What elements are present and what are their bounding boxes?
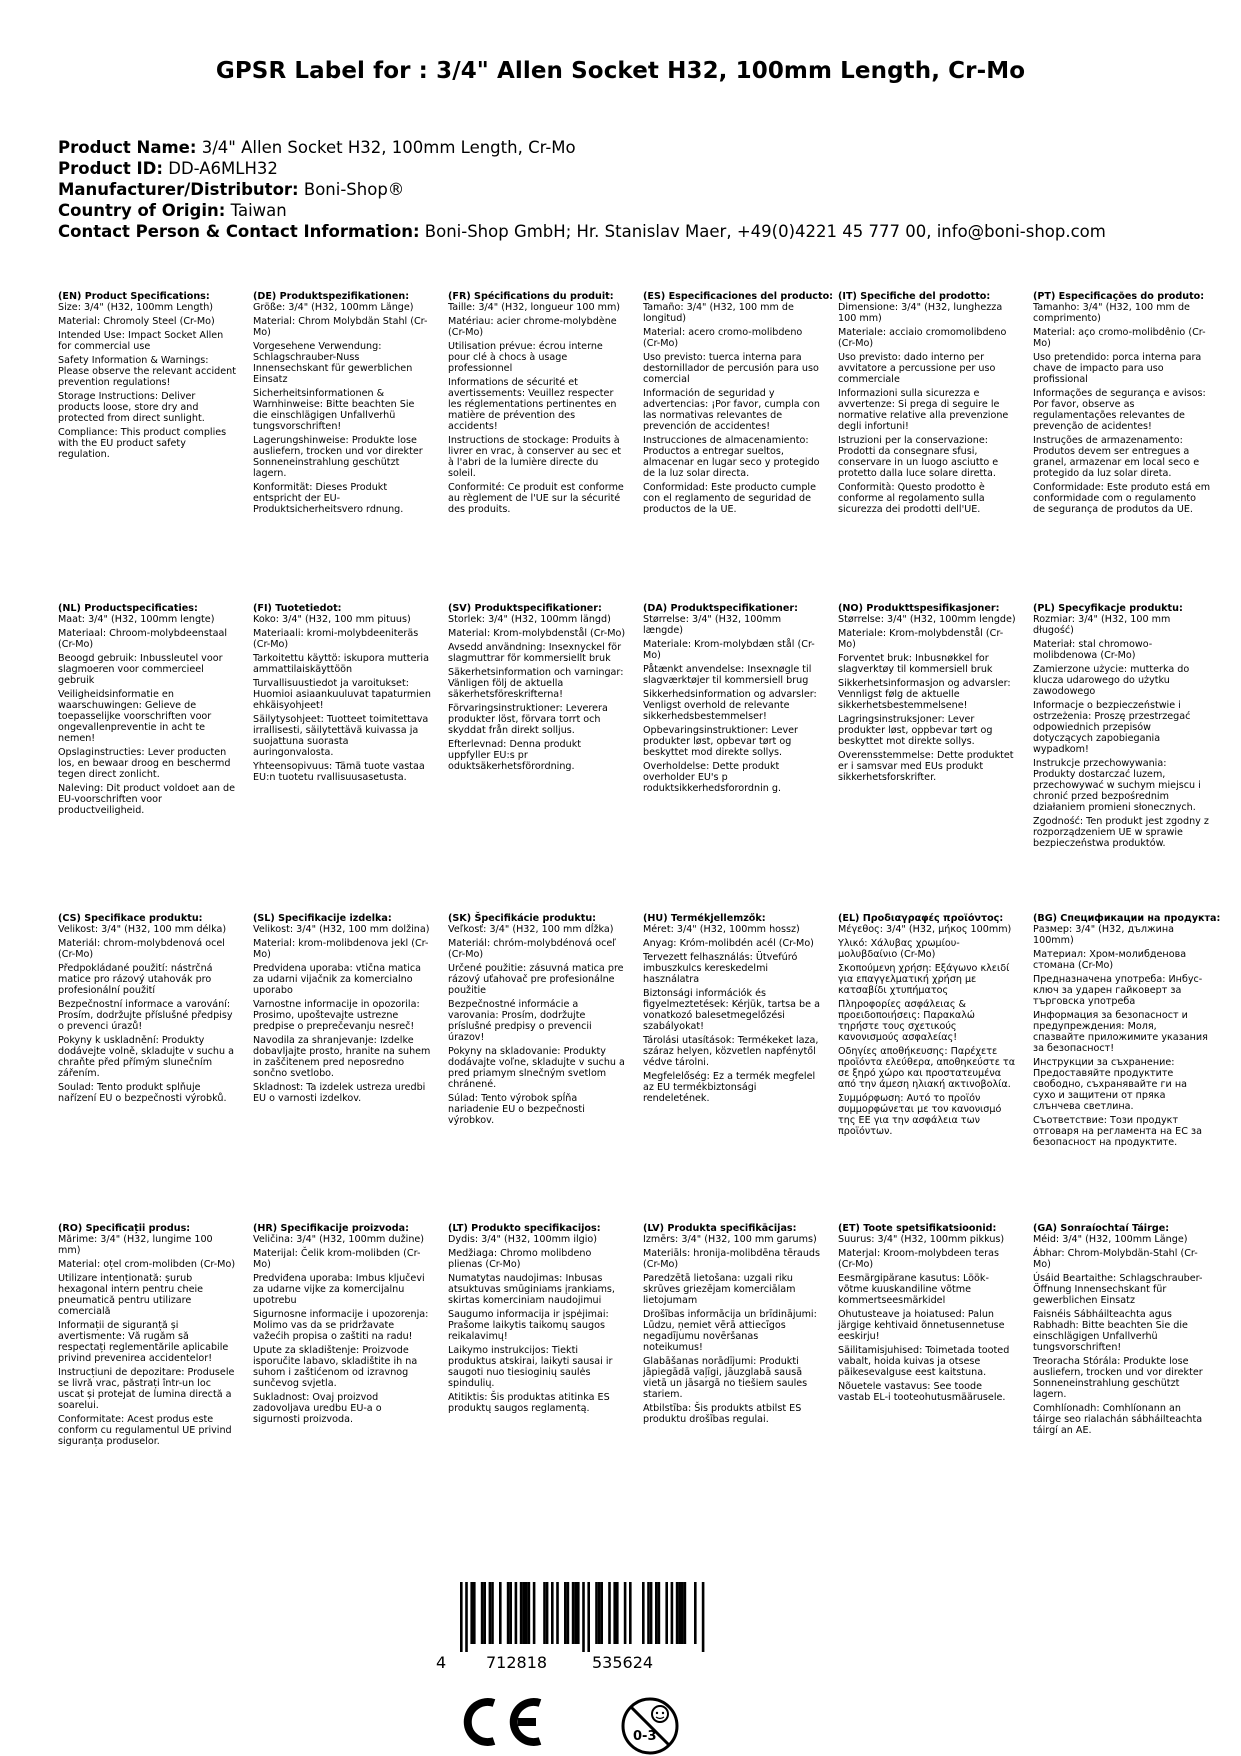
spec-line: Förvaringsinstruktioner: Leverera produkter löst, förvara torrt och skyddat från direkt solljus. bbox=[448, 703, 611, 736]
spec-line: Paredzētā lietošana: uzgali riku skrūves griezējam komerciālam lietojumam bbox=[643, 1273, 799, 1306]
spec-line: Atbilstība: Šis produkts atbilst ES produktu drošības regulai. bbox=[643, 1403, 805, 1425]
spec-section bbox=[448, 913, 626, 1129]
spec-line: Sicherheitsinformationen & Warnhinweise: Bitte beachten Sie die einschlägigen Unfallverhü tungsvorschriften! bbox=[253, 388, 418, 432]
spec-line: Størrelse: 3/4" (H32, 100mm længde) bbox=[643, 614, 785, 636]
spec-line: Veiligheidsinformatie en waarschuwingen: Gelieve de toepasselijke voorschriften voor ongevallenpreventie in acht te nemen! bbox=[58, 689, 215, 744]
spec-section bbox=[838, 913, 1019, 1140]
barcode-digits-right: 535624 bbox=[592, 1653, 654, 1672]
spec-line: Säilitamisjuhised: Toimetada tooted vabalt, hoida kuivas ja otsese päikesevalguse eest kaitstuna. bbox=[838, 1345, 1013, 1378]
spec-line: Πληροφορίες ασφάλειας & προειδοποιήσεις: Παρακαλώ τηρήστε τους σχετικούς κανονισμούς ασφαλείας! bbox=[838, 999, 979, 1043]
header-label: Contact Person & Contact Information: bbox=[58, 222, 420, 241]
spec-line: Predvidena uporaba: vtična matica za udarni vijačnik za komercialno uporabo bbox=[253, 963, 425, 996]
spec-heading: (EN) Product Specifications: bbox=[58, 291, 210, 302]
spec-line: Súlad: Tento výrobok spĺňa nariadenie EU o bezpečnosti výrobkov. bbox=[448, 1093, 588, 1126]
spec-line: Naleving: Dit product voldoet aan de EU-voorschriften voor productveiligheid. bbox=[58, 783, 239, 816]
header-label: Product ID: bbox=[58, 159, 163, 178]
spec-heading: (ES) Especificaciones del producto: bbox=[643, 291, 834, 302]
barcode-digit-left: 4 bbox=[436, 1653, 447, 1672]
header-row bbox=[58, 200, 1106, 221]
spec-line: Συμμόρφωση: Αυτό το προϊόν συμμορφώνεται με τον κανονισμό της ΕΕ για την ασφάλεια των προϊόντων. bbox=[838, 1093, 1005, 1137]
spec-line: Zamierzone użycie: mutterka do klucza udarowego do użytku zawodowego bbox=[1033, 664, 1193, 697]
spec-line: Dydis: 3/4" (H32, 100mm ilgio) bbox=[448, 1234, 598, 1245]
spec-heading: (IT) Specifiche del prodotto: bbox=[838, 291, 991, 302]
spec-heading: (FI) Tuotetiedot: bbox=[253, 603, 342, 614]
spec-line: Σκοπούμενη χρήση: Εξάγωνο κλειδί για επαγγελματική χρήση με κατσαβίδι χτυπήματος bbox=[838, 963, 1013, 996]
spec-heading: (SL) Specifikacije izdelka: bbox=[253, 913, 392, 924]
spec-section bbox=[253, 913, 434, 1107]
spec-line: Informații de siguranță și avertismente: Vă rugăm să respectați reglementările aplicabile privind prevenirea accidentelor! bbox=[58, 1320, 232, 1364]
spec-line: Materiaal: Chroom-molybdeenstaal (Cr-Mo) bbox=[58, 628, 231, 650]
spec-section bbox=[58, 603, 239, 819]
spec-line: Suurus: 3/4" (H32, 100mm pikkus) bbox=[838, 1234, 1005, 1245]
spec-line: Información de seguridad y advertencias: ¡Por favor, cumpla con las normativas relevantes de prevención de accidentes! bbox=[643, 388, 824, 432]
spec-line: Glabāšanas norādījumi: Produkti jāpiegādā vaļīgi, jāuzglabā sausā vietā un jāsargā no tiešiem saules stariem. bbox=[643, 1356, 811, 1400]
spec-line: Tarkoitettu käyttö: iskupora mutteria ammattilaiskäyttöön bbox=[253, 653, 433, 675]
spec-line: Материал: Хром-молибденова стомана (Cr-Mo) bbox=[1033, 949, 1190, 971]
spec-line: Sikkerhedsinformation og advarsler: Venligst overhold de relevante sikkerhedsbestemmelser! bbox=[643, 689, 820, 722]
spec-line: Conformité: Ce produit est conforme au règlement de l'UE sur la sécurité des produits. bbox=[448, 482, 627, 515]
spec-section bbox=[838, 291, 1016, 518]
header-value: Boni-Shop GmbH; Hr. Stanislav Maer, +49(0)4221 45 777 00, info@boni-shop.com bbox=[424, 222, 1106, 241]
spec-line: Utilisation prévue: écrou interne pour clé à chocs à usage professionnel bbox=[448, 341, 606, 374]
spec-section bbox=[448, 291, 626, 518]
spec-line: Material: aço cromo-molibdênio (Cr-Mo) bbox=[1033, 327, 1206, 349]
spec-line: Veľkosť: 3/4" (H32, 100 mm dĺžka) bbox=[448, 924, 614, 935]
spec-line: Размер: 3/4" (H32, дължина 100mm) bbox=[1033, 924, 1178, 946]
spec-line: Uso pretendido: porca interna para chave de impacto para uso profissional bbox=[1033, 352, 1205, 385]
spec-line: Materiaali: kromi-molybdeeniteräs (Cr-Mo) bbox=[253, 628, 422, 650]
spec-line: Υλικό: Χάλυβας χρωμίου-μολυβδαίνιο (Cr-Mo) bbox=[838, 938, 960, 960]
spec-line: Numatytas naudojimas: Inbusas atsuktuvas smūginiams įrankiams, skirtas komerciniam naudojimui bbox=[448, 1273, 619, 1306]
spec-line: Instructions de stockage: Produits à livrer en vrac, à conserver au sec et à l'abri de la lumière directe du soleil. bbox=[448, 435, 625, 479]
spec-line: Инструкции за съхранение: Предоставяйте продуктите свободно, съхранявайте ги на сухо и защитени от пряка слънчева светлина. bbox=[1033, 1057, 1191, 1112]
spec-section bbox=[58, 1223, 236, 1450]
spec-line: Eesmärgipärane kasutus: Löök-võtme kuuskandiline võtme kommertseesmärkidel bbox=[838, 1273, 989, 1306]
spec-line: Overensstemmelse: Dette produktet er i samsvar med EUs produkt sikkerhetsforskrifter. bbox=[838, 750, 1017, 783]
spec-line: Yhteensopivuus: Tämä tuote vastaa EU:n tuotetu rvallisuusasetusta. bbox=[253, 761, 428, 783]
spec-line: Lagringsinstruksjoner: Lever produkter løst, oppbevar tørt og beskyttet mot direkte sollys. bbox=[838, 714, 996, 747]
spec-line: Информация за безопасност и предупреждения: Моля, спазвайте приложимите указания за безопасност! bbox=[1033, 1010, 1211, 1054]
spec-line: Safety Information & Warnings: Please observe the relevant accident prevention regulations! bbox=[58, 355, 240, 388]
spec-line: Opslaginstructies: Lever producten los, en bewaar droog en beschermd tegen direct zonlicht. bbox=[58, 747, 234, 780]
header-row bbox=[58, 179, 1106, 200]
spec-heading: (HU) Termékjellemzők: bbox=[643, 913, 766, 924]
spec-line: Koko: 3/4" (H32, 100 mm pituus) bbox=[253, 614, 411, 625]
header-label: Product Name: bbox=[58, 138, 197, 157]
spec-line: Tamanho: 3/4" (H32, 100 mm de comprimento) bbox=[1033, 302, 1194, 324]
spec-line: Dimensione: 3/4" (H32, lunghezza 100 mm) bbox=[838, 302, 1006, 324]
not-for-children-0-3-icon bbox=[620, 1696, 680, 1756]
spec-section bbox=[1033, 603, 1211, 852]
spec-heading: (NL) Productspecificaties: bbox=[58, 603, 198, 614]
spec-section bbox=[838, 603, 1016, 786]
spec-heading: (FR) Spécifications du produit: bbox=[448, 291, 614, 302]
spec-line: Izmērs: 3/4" (H32, 100 mm garums) bbox=[643, 1234, 817, 1245]
spec-line: Předpokládané použití: nástrčná matice pro rázový utahovák pro profesionální použití bbox=[58, 963, 216, 996]
spec-line: Instrukcje przechowywania: Produkty dostarczać luzem, przechowywać w suchym miejscu i chronić przed bezpośrednim działaniem promieni słonecznych. bbox=[1033, 758, 1204, 813]
spec-section bbox=[1033, 913, 1221, 1151]
spec-heading: (HR) Specifikacije proizvoda: bbox=[253, 1223, 409, 1234]
spec-line: Uso previsto: dado interno per avvitatore a percussione per uso commerciale bbox=[838, 352, 999, 385]
spec-line: Predviđena uporaba: Imbus ključevi za udarne vijke za komercijalnu upotrebu bbox=[253, 1273, 428, 1306]
header-value: DD-A6MLH32 bbox=[168, 159, 278, 178]
spec-section bbox=[448, 1223, 626, 1417]
spec-line: Pokyny na skladovanie: Produkty dodávajte voľne, skladujte v suchu a pred priamym slnečným svetlom chránené. bbox=[448, 1046, 628, 1090]
spec-line: Οδηγίες αποθήκευσης: Παρέχετε προϊόντα ελεύθερα, αποθηκεύστε τα σε ξηρό χώρο και προστατευμένα από την άμεση ηλιακή ακτινοβολία. bbox=[838, 1046, 1019, 1090]
spec-line: Material: krom-molibdenova jekl (Cr-Mo) bbox=[253, 938, 429, 960]
spec-line: Informações de segurança e avisos: Por favor, observe as regulamentações relevantes de prevenção de acidentes! bbox=[1033, 388, 1209, 432]
spec-line: Utilizare intenționată: șurub hexagonal intern pentru cheie pneumatică pentru utilizare comercială bbox=[58, 1273, 207, 1317]
spec-line: Påtænkt anvendelse: Insexnøgle til slagværktøjer til kommersiell brug bbox=[643, 664, 815, 686]
header-value: Taiwan bbox=[230, 201, 287, 220]
spec-heading: (RO) Specificații produs: bbox=[58, 1223, 191, 1234]
spec-line: Säilytysohjeet: Tuotteet toimitettava irrallisesti, säilytettävä kuivassa ja suojattuna suorasta auringonvalosta. bbox=[253, 714, 432, 758]
spec-line: Drošības informācija un brīdinājumi: Lūdzu, ņemiet vērā attiecīgos negadījumu novēršanas noteikumus! bbox=[643, 1309, 820, 1353]
header-label: Manufacturer/Distributor: bbox=[58, 180, 299, 199]
spec-line: Material: Chromoly Steel (Cr-Mo) bbox=[58, 316, 215, 327]
spec-line: Предназначена употреба: Инбус-ключ за ударен гайковерт за търговска употреба bbox=[1033, 974, 1203, 1007]
spec-heading: (GA) Sonraíochtaí Táirge: bbox=[1033, 1223, 1170, 1234]
spec-section bbox=[58, 913, 236, 1107]
spec-line: Veličina: 3/4" (H32, 100mm dužine) bbox=[253, 1234, 425, 1245]
spec-section bbox=[643, 913, 824, 1107]
spec-line: Materijal: Čelik krom-molibden (Cr-Mo) bbox=[253, 1248, 421, 1270]
spec-line: Beoogd gebruik: Inbussleutel voor slagmoeren voor commercieel gebruik bbox=[58, 653, 226, 686]
spec-line: Atitiktis: Šis produktas atitinka ES produktų saugos reglamentą. bbox=[448, 1392, 613, 1414]
spec-heading: (PL) Specyfikacje produktu: bbox=[1033, 603, 1183, 614]
spec-line: Efterlevnad: Denna produkt uppfyller EU:s pr oduktsäkerhetsförordning. bbox=[448, 739, 585, 772]
spec-line: Pokyny k uskladnění: Produkty dodávejte volně, skladujte v suchu a chraňte před přímým slunečním zářením. bbox=[58, 1035, 238, 1079]
spec-line: Varnostne informacije in opozorila: Prosimo, upoštevajte ustrezne predpise o preprečevanju nesreč! bbox=[253, 999, 423, 1032]
spec-section bbox=[1033, 291, 1214, 518]
header-row bbox=[58, 221, 1106, 242]
spec-line: Conformidad: Este producto cumple con el reglamento de seguridad de productos de la UE. bbox=[643, 482, 820, 515]
spec-line: Instrucțiuni de depozitare: Produsele se livră vrac, păstrați într-un loc uscat și protejat de lumina directă a soarelui. bbox=[58, 1367, 238, 1411]
spec-section bbox=[838, 1223, 1016, 1406]
spec-line: Medžiaga: Chromo molibdeno plienas (Cr-Mo) bbox=[448, 1248, 595, 1270]
spec-heading: (NO) Produkttspesifikasjoner: bbox=[838, 603, 1000, 614]
spec-line: Velikost: 3/4" (H32, 100 mm délka) bbox=[58, 924, 227, 935]
spec-line: Materjal: Kroom-molybdeen teras (Cr-Mo) bbox=[838, 1248, 1003, 1270]
barcode-bars-icon bbox=[440, 1582, 740, 1652]
spec-line: Overholdelse: Dette produkt overholder EU's p roduktsikkerhedsforordnin g. bbox=[643, 761, 783, 794]
spec-heading: (CS) Specifikace produktu: bbox=[58, 913, 203, 924]
product-header bbox=[58, 137, 1106, 242]
spec-section bbox=[253, 1223, 431, 1428]
spec-line: Vorgesehene Verwendung: Schlagschrauber-Nuss Innensechskant für gewerblichen Einsatz bbox=[253, 341, 416, 385]
spec-heading: (SV) Produktspecifikationer: bbox=[448, 603, 602, 614]
spec-line: Anyag: Króm-molibdén acél (Cr-Mo) bbox=[643, 938, 814, 949]
spec-line: Rozmiar: 3/4" (H32, 100 mm długość) bbox=[1033, 614, 1174, 636]
spec-line: Material: Chrom Molybdän Stahl (Cr-Mo) bbox=[253, 316, 428, 338]
spec-line: Sukladnost: Ovaj proizvod zadovoljava uredbu EU-a o sigurnosti proizvoda. bbox=[253, 1392, 385, 1425]
spec-line: Laikymo instrukcijos: Tiekti produktus atskirai, laikyti sausai ir saugoti nuo tiesioginių saulės spindulių. bbox=[448, 1345, 616, 1389]
spec-line: Méid: 3/4" (H32, 100mm Länge) bbox=[1033, 1234, 1188, 1245]
spec-line: Sikkerhetsinformasjon og advarsler: Vennligst følg de aktuelle sikkerhetsbestemmelsene! bbox=[838, 678, 1014, 711]
spec-line: Konformität: Dieses Produkt entspricht der EU-Produktsicherheitsvero rdnung. bbox=[253, 482, 404, 515]
spec-line: Bezpečnostní informace a varování: Prosím, dodržujte příslušné předpisy o prevenci úrazů! bbox=[58, 999, 236, 1032]
spec-line: Μέγεθος: 3/4" (H32, μήκος 100mm) bbox=[838, 924, 1012, 935]
spec-line: Saugumo informacija ir įspėjimai: Prašome laikytis taikomų saugos reikalavimų! bbox=[448, 1309, 612, 1342]
spec-line: Materiál: chróm-molybdénová oceľ (Cr-Mo) bbox=[448, 938, 619, 960]
spec-line: Informazioni sulla sicurezza e avvertenze: Si prega di seguire le normative relative alla prevenzione degli infortuni! bbox=[838, 388, 1012, 432]
spec-heading: (EL) Προδιαγραφές προϊόντος: bbox=[838, 913, 1004, 924]
ce-mark-icon bbox=[452, 1697, 552, 1747]
spec-line: Intended Use: Impact Socket Allen for commercial use bbox=[58, 330, 227, 352]
spec-line: Informations de sécurité et avertissements: Veuillez respecter les réglementations pertinentes en matière de prévention des accidents! bbox=[448, 377, 620, 432]
spec-line: Comhlíonadh: Comhlíonann an táirge seo rialachán sábháilteachta táirgí an AE. bbox=[1033, 1403, 1206, 1436]
label-title: GPSR Label for : 3/4" Allen Socket H32, 100mm Length, Cr-Mo bbox=[215, 58, 1026, 84]
spec-line: Größe: 3/4" (H32, 100mm Länge) bbox=[253, 302, 414, 313]
spec-line: Soulad: Tento produkt splňuje nařízení EU o bezpečnosti výrobků. bbox=[58, 1082, 227, 1104]
spec-line: Storage Instructions: Deliver products loose, store dry and protected from direct sunlight. bbox=[58, 391, 205, 424]
spec-heading: (BG) Спецификации на продукта: bbox=[1033, 913, 1221, 924]
spec-heading: (SK) Špecifikácie produktu: bbox=[448, 913, 597, 924]
spec-section bbox=[643, 1223, 824, 1428]
spec-section bbox=[448, 603, 626, 775]
spec-section bbox=[58, 291, 240, 463]
spec-line: Upute za skladištenje: Proizvode isporučite labavo, skladištite ih na suhom i zaštićenom od izravnog sunčevog svjetla. bbox=[253, 1345, 421, 1389]
spec-section bbox=[253, 603, 434, 786]
spec-line: Material: acero cromo-molibdeno (Cr-Mo) bbox=[643, 327, 806, 349]
spec-heading: (PT) Especificações do produto: bbox=[1033, 291, 1205, 302]
spec-line: Avsedd användning: Insexnyckel för slagmuttrar för kommersiellt bruk bbox=[448, 642, 625, 664]
header-row bbox=[58, 137, 1106, 158]
spec-line: Conformitate: Acest produs este conform cu regulamentul UE privind siguranța produselor. bbox=[58, 1414, 235, 1447]
spec-line: Úsáid Beartaithe: Schlagschrauber-Öffnung Innensechskant für gewerblichen Einsatz bbox=[1033, 1273, 1203, 1306]
spec-line: Velikost: 3/4" (H32, 100 mm dolžina) bbox=[253, 924, 430, 935]
spec-section bbox=[253, 291, 431, 518]
spec-line: Méret: 3/4" (H32, 100mm hossz) bbox=[643, 924, 800, 935]
spec-line: Tervezett felhasználás: Ütvefúró imbuszkulcs kereskedelmi használatra bbox=[643, 952, 801, 985]
spec-line: Faisnéis Sábháilteachta agus Rabhadh: Bitte beachten Sie die einschlägigen Unfallverhü tungsvorschriften! bbox=[1033, 1309, 1192, 1353]
spec-line: Megfelelőség: Ez a termék megfelel az EU termékbiztonsági rendeletének. bbox=[643, 1071, 819, 1104]
header-value: 3/4" Allen Socket H32, 100mm Length, Cr-Mo bbox=[201, 138, 576, 157]
spec-line: Matériau: acier chrome-molybdène (Cr-Mo) bbox=[448, 316, 620, 338]
header-label: Country of Origin: bbox=[58, 201, 226, 220]
spec-line: Maat: 3/4" (H32, 100mm lengte) bbox=[58, 614, 215, 625]
spec-heading: (LV) Produkta specifikācijas: bbox=[643, 1223, 797, 1234]
spec-line: Informacje o bezpieczeństwie i ostrzeżenia: Proszę przestrzegać odpowiednich przepisów dotyczących zapobiegania wypadkom! bbox=[1033, 700, 1194, 755]
spec-line: Skladnost: Ta izdelek ustreza uredbi EU o varnosti izdelkov. bbox=[253, 1082, 429, 1104]
spec-line: Určené použitie: zásuvná matica pre rázový uťahovač pre profesionálne použitie bbox=[448, 963, 627, 996]
spec-line: Ábhar: Chrom-Molybdän-Stahl (Cr-Mo) bbox=[1033, 1248, 1198, 1270]
spec-heading: (ET) Toote spetsifikatsioonid: bbox=[838, 1223, 997, 1234]
spec-line: Istruzioni per la conservazione: Prodotti da consegnare sfusi, conservare in un luogo asciutto e protetto dalla luce solare diretta. bbox=[838, 435, 1002, 479]
spec-line: Conformità: Questo prodotto è conforme al regolamento sulla sicurezza dei prodotti dell'UE. bbox=[838, 482, 988, 515]
spec-line: Tárolási utasítások: Termékeket laza, száraz helyen, közvetlen napfénytől védve tárolni. bbox=[643, 1035, 822, 1068]
spec-line: Uso previsto: tuerca interna para destornillador de percusión para uso comercial bbox=[643, 352, 822, 385]
spec-heading: (DA) Produktspecifikationer: bbox=[643, 603, 798, 614]
spec-line: Materiál: chrom-molybdenová ocel (Cr-Mo) bbox=[58, 938, 228, 960]
spec-line: Lagerungshinweise: Produkte lose ausliefern, trocken und vor direkter Sonneneinstrahlung geschützt lagern. bbox=[253, 435, 426, 479]
header-value: Boni-Shop® bbox=[303, 180, 405, 199]
ean-barcode bbox=[436, 1582, 740, 1682]
spec-line: Materiale: Krom-molybdenstål (Cr-Mo) bbox=[838, 628, 1004, 650]
spec-line: Material: oțel crom-molibden (Cr-Mo) bbox=[58, 1259, 236, 1270]
spec-line: Tamaño: 3/4" (H32, 100 mm de longitud) bbox=[643, 302, 797, 324]
spec-line: Size: 3/4" (H32, 100mm Length) bbox=[58, 302, 214, 313]
spec-line: Zgodność: Ten produkt jest zgodny z rozporządzeniem UE w sprawie bezpieczeństwa produktów. bbox=[1033, 816, 1212, 849]
spec-line: Säkerhetsinformation och varningar: Vänligen följ de aktuella säkerhetsföreskrifterna! bbox=[448, 667, 627, 700]
spec-line: Opbevaringsinstruktioner: Lever produkter løst, opbevar tørt og beskyttet mod direkte sollys. bbox=[643, 725, 802, 758]
spec-line: Navodila za shranjevanje: Izdelke dobavljajte prosto, hranite na suhem in zaščitenem pred neposredno sončno svetlobo. bbox=[253, 1035, 434, 1079]
spec-line: Mărime: 3/4" (H32, lungime 100 mm) bbox=[58, 1234, 216, 1256]
spec-line: Materiale: Krom-molybdæn stål (Cr-Mo) bbox=[643, 639, 815, 661]
spec-line: Materiale: acciaio cromomolibdeno (Cr-Mo) bbox=[838, 327, 1010, 349]
spec-section bbox=[643, 603, 821, 797]
spec-heading: (DE) Produktspezifikationen: bbox=[253, 291, 410, 302]
spec-line: Turvallisuustiedot ja varoitukset: Huomioi asiaankuuluvat tapaturmien ehkäisyohjeet! bbox=[253, 678, 434, 711]
spec-line: Forventet bruk: Inbusnøkkel for slagverktøy til kommersiell bruk bbox=[838, 653, 993, 675]
spec-line: Størrelse: 3/4" (H32, 100mm lengde) bbox=[838, 614, 1016, 625]
spec-line: Ohutusteave ja hoiatused: Palun järgige kehtivaid õnnetusennetuse eeskirju! bbox=[838, 1309, 1008, 1342]
spec-line: Materiał: stal chromowo-molibdenowa (Cr-Mo) bbox=[1033, 639, 1153, 661]
spec-line: Materiāls: hronija-molibdēna tērauds (Cr-Mo) bbox=[643, 1248, 824, 1270]
barcode-digits-mid: 712818 bbox=[486, 1653, 548, 1672]
spec-line: Material: Krom-molybdenstål (Cr-Mo) bbox=[448, 628, 626, 639]
svg-text:0-3: 0-3 bbox=[633, 1729, 657, 1744]
spec-line: Biztonsági információk és figyelmeztetések: Kérjük, tartsa be a vonatkozó balesetmegelőzési szabályokat! bbox=[643, 988, 824, 1032]
spec-line: Conformidade: Este produto está em conformidade com o regulamento de segurança de produtos da UE. bbox=[1033, 482, 1214, 515]
spec-heading: (LT) Produkto specifikacijos: bbox=[448, 1223, 601, 1234]
spec-line: Bezpečnostné informácie a varovania: Prosím, dodržujte príslušné predpisy o prevencii úrazov! bbox=[448, 999, 595, 1043]
spec-line: Treoracha Stórála: Produkte lose ausliefern, trocken und vor direkter Sonneneinstrahlung geschützt lagern. bbox=[1033, 1356, 1206, 1400]
spec-section bbox=[1033, 1223, 1211, 1439]
spec-line: Съответствие: Този продукт отговаря на регламента на ЕС за безопасност на продуктите. bbox=[1033, 1115, 1206, 1148]
spec-line: Compliance: This product complies with the EU product safety regulation. bbox=[58, 427, 230, 460]
spec-line: Instrucciones de almacenamiento: Productos a entregar sueltos, almacenar en lugar seco y protegido de la luz solar directa. bbox=[643, 435, 823, 479]
spec-line: Sigurnosne informacije i upozorenja: Molimo vas da se pridržavate važećih propisa o zaštiti na radu! bbox=[253, 1309, 432, 1342]
spec-line: Instruções de armazenamento: Produtos devem ser entregues a granel, armazenar em local seco e protegido da luz solar direta. bbox=[1033, 435, 1203, 479]
header-row bbox=[58, 158, 1106, 179]
spec-line: Nõuetele vastavus: See toode vastab EL-i tooteohutusmäärusele. bbox=[838, 1381, 1006, 1403]
spec-section bbox=[643, 291, 834, 518]
spec-line: Storlek: 3/4" (H32, 100mm längd) bbox=[448, 614, 611, 625]
spec-line: Taille: 3/4" (H32, longueur 100 mm) bbox=[448, 302, 621, 313]
